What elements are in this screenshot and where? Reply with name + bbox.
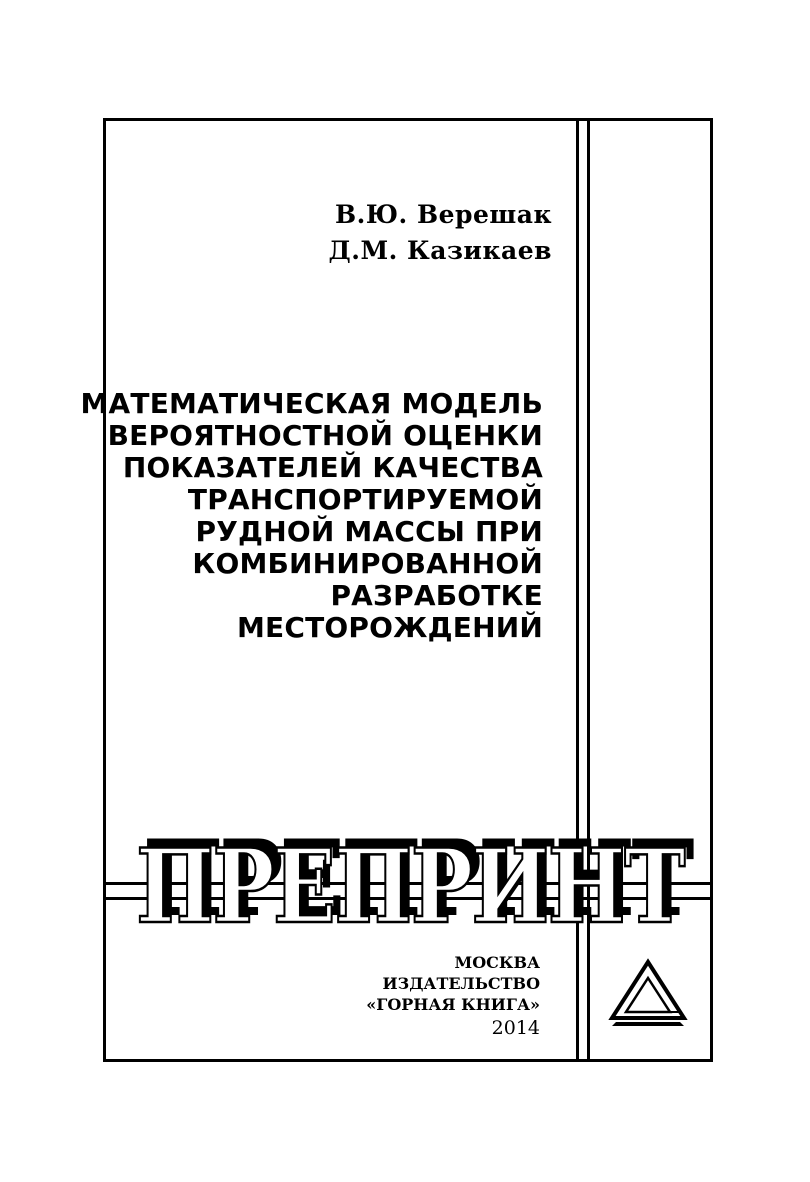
publisher-block xyxy=(366,952,540,1041)
book-title xyxy=(80,388,543,644)
author-name: В.Ю. Верешак xyxy=(335,200,552,229)
title-line: ВЕРОЯТНОСТНОЙ ОЦЕНКИ xyxy=(107,419,543,452)
authors-block xyxy=(329,197,552,269)
title-line: РУДНОЙ МАССЫ ПРИ xyxy=(195,515,543,548)
publisher-city: МОСКВА xyxy=(454,953,540,972)
publisher-line: ИЗДАТЕЛЬСТВО xyxy=(382,974,540,993)
series-label xyxy=(130,826,695,931)
title-line: МАТЕМАТИЧЕСКАЯ МОДЕЛЬ xyxy=(80,387,543,420)
publication-year: 2014 xyxy=(491,1017,540,1039)
publisher-line: «ГОРНАЯ КНИГА» xyxy=(366,995,540,1014)
author-name: Д.М. Казикаев xyxy=(328,236,552,265)
title-line: РАЗРАБОТКЕ xyxy=(330,579,543,612)
publisher-triangle-book-icon xyxy=(608,958,688,1028)
title-line: ПОКАЗАТЕЛЕЙ КАЧЕСТВА xyxy=(122,451,543,484)
title-line: КОМБИНИРОВАННОЙ xyxy=(192,547,543,580)
series-label-shadow: ПРЕПРИНТ xyxy=(144,826,693,931)
title-line: МЕСТОРОЖДЕНИЙ xyxy=(236,611,543,644)
title-line: ТРАНСПОРТИРУЕМОЙ xyxy=(187,483,543,516)
series-label-text: ПРЕПРИНТ xyxy=(136,827,685,931)
